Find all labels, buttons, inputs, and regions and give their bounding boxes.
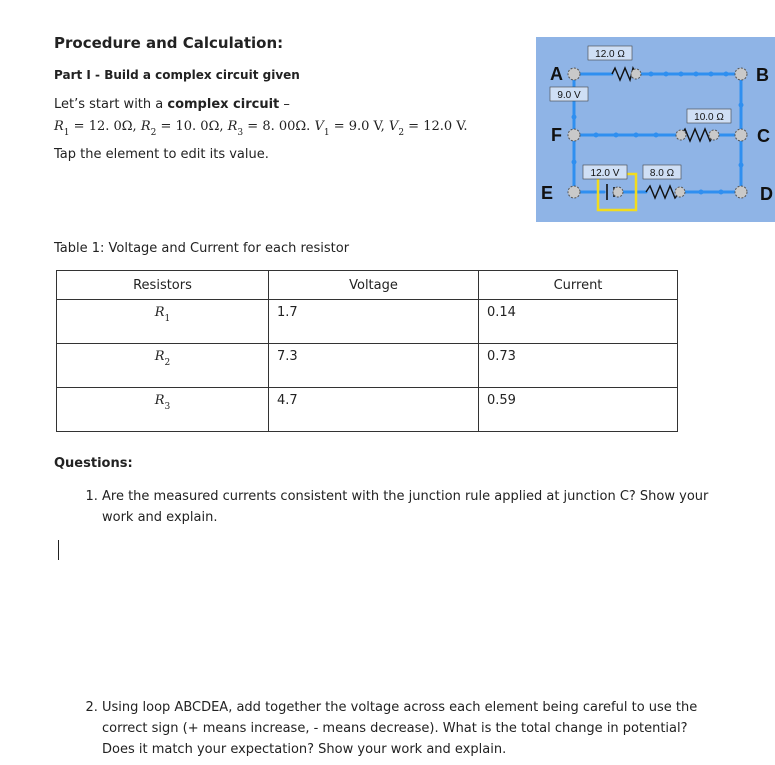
given-values: $R_1 = 12$. 0Ω, $R_2 = 10$. 0Ω, $R_3 = 8$. 00Ω. $V_1 = 9.0$ V, $V_2 = 12.0$ V. [54, 119, 468, 138]
voltage-cell[interactable]: 1.7 [269, 300, 479, 344]
question-list-1 [80, 486, 712, 528]
resistor-cell: $R_3$ [57, 388, 269, 432]
node-c [735, 129, 747, 141]
table-row [57, 300, 678, 344]
resistor-cell: $R_1$ [57, 300, 269, 344]
current-cell[interactable]: 0.73 [479, 344, 678, 388]
header-resistors: Resistors [57, 271, 269, 300]
r3-label: 8.0 Ω [649, 168, 675, 179]
header-voltage: Voltage [269, 271, 479, 300]
tap-instruction: Tap the element to edit its value. [54, 147, 269, 162]
voltage-cell[interactable]: 4.7 [269, 388, 479, 432]
question-list-2 [80, 697, 712, 760]
table-header-row [57, 271, 678, 300]
questions-heading: Questions: [54, 456, 133, 471]
question-2: 2. Using loop ABCDEA, add together the voltage across each element being careful to use the correct sign (+ means increase, - means decrease). What is the total change in potential? Does it match your expectation? Show your work and explain. [102, 697, 712, 760]
node-label-a: A [550, 64, 563, 84]
intro-bold: complex circuit [167, 97, 280, 112]
page-heading: Procedure and Calculation: [54, 34, 284, 52]
intro-prefix: Let’s start with a [54, 97, 168, 112]
current-cell[interactable]: 0.59 [479, 388, 678, 432]
wire-joint [709, 130, 719, 140]
node-f [568, 129, 580, 141]
question-1: 1. Are the measured currents consistent with the junction rule applied at junction C? Show your work and explain. [102, 486, 712, 528]
node-a [568, 68, 580, 80]
r2-label: 10.0 Ω [694, 112, 724, 123]
wire-joint [613, 187, 623, 197]
wire-joint [675, 187, 685, 197]
intro-text [54, 97, 290, 112]
current-cell[interactable]: 0.14 [479, 300, 678, 344]
table-caption: Table 1: Voltage and Current for each resistor [54, 241, 350, 256]
table-row [57, 388, 678, 432]
intro-suffix: – [279, 97, 290, 112]
voltage-cell[interactable]: 7.3 [269, 344, 479, 388]
results-table [56, 270, 678, 432]
node-label-d: D [760, 184, 773, 204]
node-e [568, 186, 580, 198]
v1-label: 9.0 V [557, 90, 581, 101]
node-label-f: F [551, 125, 562, 145]
node-b [735, 68, 747, 80]
text-cursor [58, 540, 59, 560]
node-d [735, 186, 747, 198]
node-label-e: E [541, 183, 554, 203]
wire-joint [631, 69, 641, 79]
part-title: Part I - Build a complex circuit given [54, 68, 300, 82]
node-label-c: C [757, 126, 770, 146]
wire-joint [676, 130, 686, 140]
table-row [57, 344, 678, 388]
node-label-b: B [756, 65, 769, 85]
resistor-cell: $R_2$ [57, 344, 269, 388]
header-current: Current [479, 271, 678, 300]
circuit-diagram[interactable] [536, 37, 775, 222]
v2-label: 12.0 V [590, 168, 620, 179]
r1-label: 12.0 Ω [595, 49, 625, 60]
